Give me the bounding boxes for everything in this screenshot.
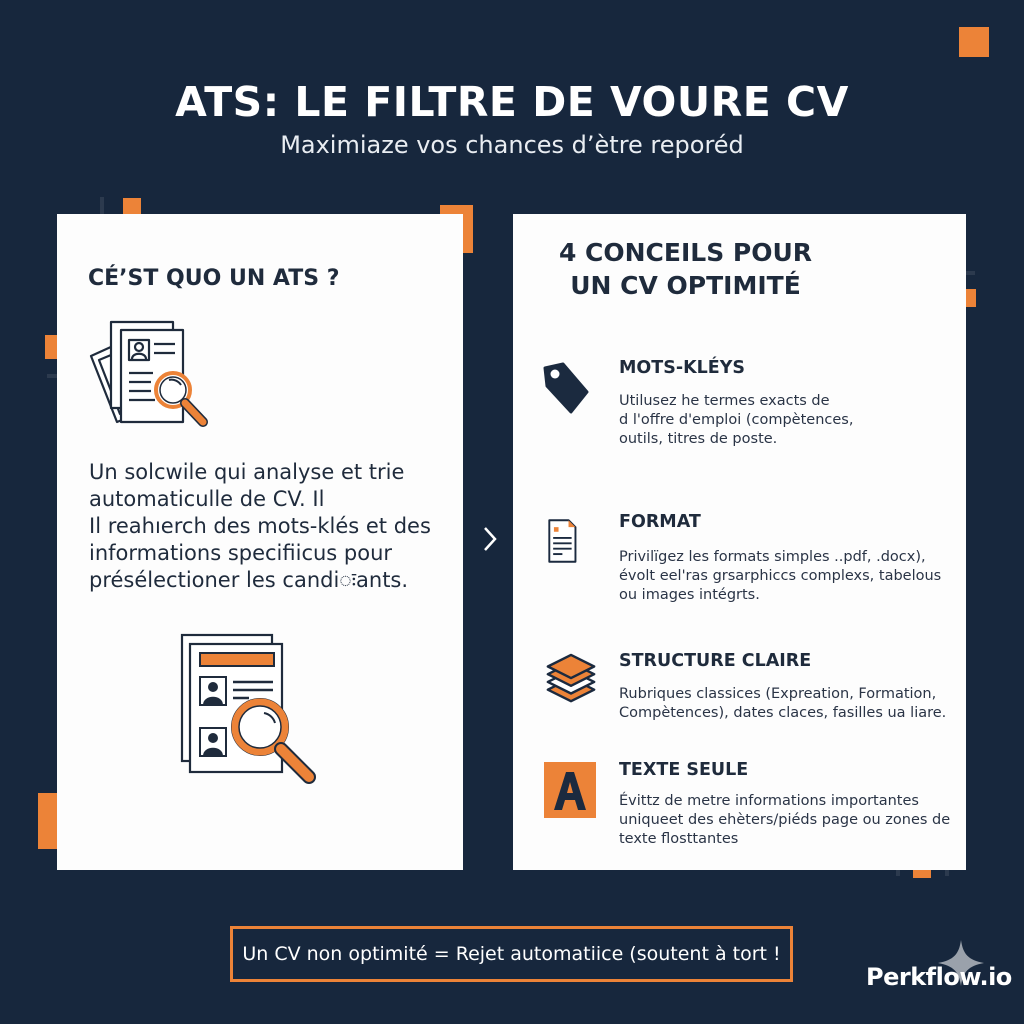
resume-search-icon (87, 318, 211, 428)
tip-plain-text-title: TEXTE SEULE (619, 760, 749, 780)
cv-tips-heading: 4 CONCEILS POUR UN CV OPTIMITÉ (558, 238, 813, 300)
chevron-right-icon (480, 524, 500, 554)
page-subtitle: Maximiaze vos chances d’ètre reporéd (280, 131, 744, 159)
tip-plain-text (539, 760, 959, 850)
brand-logo: Perkflow.io (866, 963, 1012, 991)
decor-square-top-right (959, 27, 989, 57)
tip-structure (539, 651, 959, 731)
tag-icon (539, 362, 591, 418)
resume-magnifier-illustration (177, 629, 327, 789)
page-title: ATS: LE FILTRE DE VOURE CV (175, 78, 849, 126)
tip-structure-title: STRUCTURE CLAIRE (619, 651, 812, 671)
tip-keywords-desc: Utilusez he termes exacts de d l'offre d'emploi (compètences, outils, titres de poste. (619, 393, 854, 447)
ats-definition-panel (57, 214, 463, 870)
tip-format-title: FORMAT (619, 512, 701, 532)
tip-format-desc: Privilïgez les formats simples ..pdf, .docx), évolt eel'ras grsarphiccs complexs, tabelous ou images intégrts. (619, 549, 942, 603)
tip-structure-desc: Rubriques classices (Expreation, Formation, Compètences), dates claces, fasilles ua liare. (619, 686, 947, 721)
tip-keywords-title: MOTS-KLÉYS (619, 358, 746, 378)
layers-icon (543, 653, 599, 707)
ats-definition-heading: CÉ’ST QUO UN ATS ? (88, 266, 340, 291)
tip-format (539, 512, 959, 612)
ats-definition-text: Un solcwile qui analyse et trie automaticulle de CV. Il Il reahıerch des mots-klés et des informations specifiicus pour présélectioner les candiःants. (89, 460, 431, 592)
document-icon (547, 512, 587, 570)
warning-callout (230, 926, 793, 982)
cv-tips-panel (513, 214, 966, 870)
warning-callout-text: Un CV non optimité = Rejet automatiice (soutent à tort ! (242, 943, 781, 965)
tip-keywords (539, 358, 959, 448)
letter-a-icon (544, 762, 596, 818)
tip-plain-text-desc: Évittz de metre informations importantes uniqueet des ehèters/piéds page ou zones de texte flosttantes (619, 793, 951, 847)
